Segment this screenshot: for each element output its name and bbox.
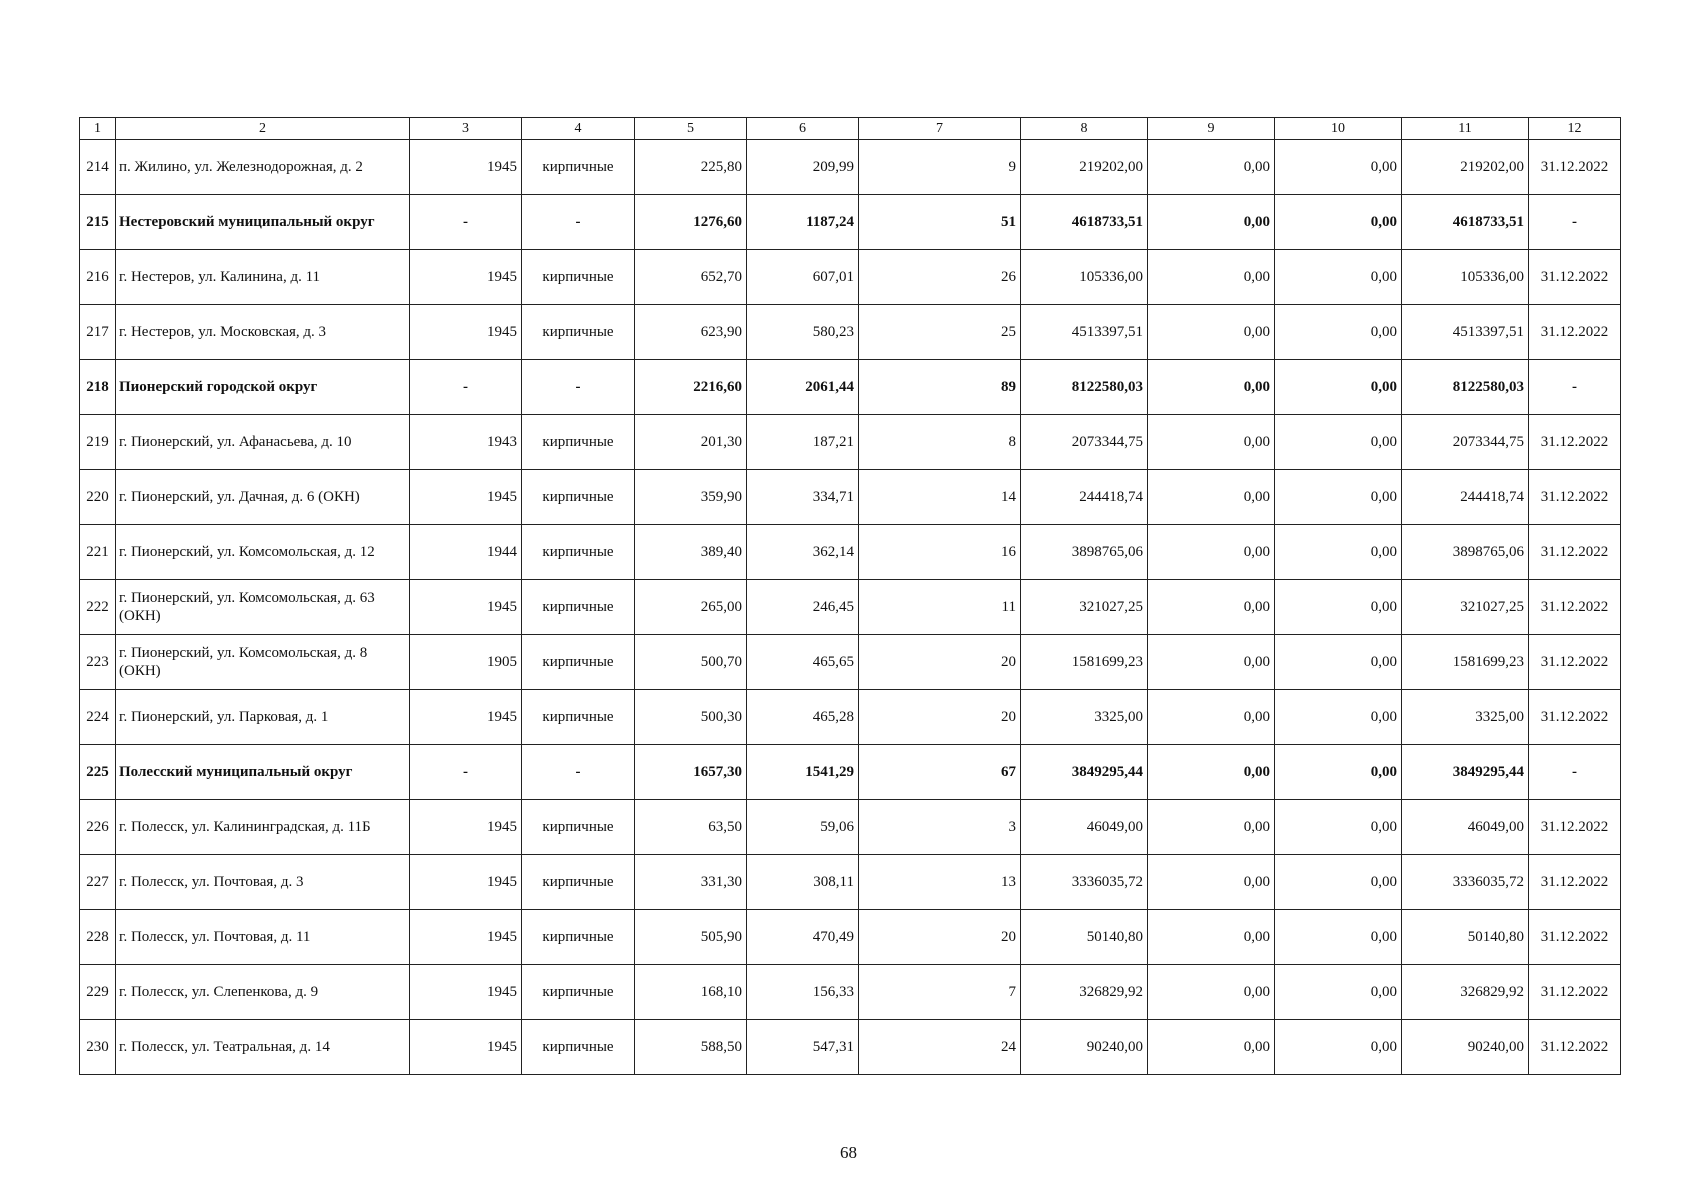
address-cell: г. Полесск, ул. Калининградская, д. 11Б (116, 800, 410, 855)
value-col11-cell: 8122580,03 (1402, 360, 1529, 415)
material-cell: кирпичные (522, 305, 635, 360)
value-col10-cell: 0,00 (1275, 910, 1402, 965)
row-number: 216 (80, 250, 116, 305)
value-col11-cell: 326829,92 (1402, 965, 1529, 1020)
value-col7-cell: 11 (859, 580, 1021, 635)
value-col9-cell: 0,00 (1148, 745, 1275, 800)
value-col5-cell: 225,80 (635, 140, 747, 195)
value-col7-cell: 14 (859, 470, 1021, 525)
deadline-cell: 31.12.2022 (1529, 800, 1621, 855)
row-number: 222 (80, 580, 116, 635)
material-cell: кирпичные (522, 140, 635, 195)
housing-table-container (79, 117, 1621, 1075)
deadline-cell: 31.12.2022 (1529, 690, 1621, 745)
table-row (80, 140, 1621, 195)
value-col8-cell: 50140,80 (1021, 910, 1148, 965)
deadline-cell: 31.12.2022 (1529, 415, 1621, 470)
address-cell: п. Жилино, ул. Железнодорожная, д. 2 (116, 140, 410, 195)
value-col10-cell: 0,00 (1275, 1020, 1402, 1075)
column-header-4: 4 (522, 118, 635, 140)
value-col5-cell: 500,30 (635, 690, 747, 745)
column-header-8: 8 (1021, 118, 1148, 140)
value-col7-cell: 20 (859, 910, 1021, 965)
value-col8-cell: 244418,74 (1021, 470, 1148, 525)
year-cell: 1943 (410, 415, 522, 470)
row-number: 214 (80, 140, 116, 195)
value-col5-cell: 505,90 (635, 910, 747, 965)
year-cell: 1945 (410, 250, 522, 305)
row-number: 227 (80, 855, 116, 910)
material-cell: кирпичные (522, 965, 635, 1020)
value-col5-cell: 265,00 (635, 580, 747, 635)
value-col8-cell: 1581699,23 (1021, 635, 1148, 690)
row-number: 220 (80, 470, 116, 525)
value-col10-cell: 0,00 (1275, 580, 1402, 635)
value-col6-cell: 1541,29 (747, 745, 859, 800)
table-row (80, 910, 1621, 965)
material-cell: - (522, 360, 635, 415)
deadline-cell: - (1529, 360, 1621, 415)
value-col5-cell: 2216,60 (635, 360, 747, 415)
year-cell: 1945 (410, 470, 522, 525)
value-col9-cell: 0,00 (1148, 525, 1275, 580)
column-header-5: 5 (635, 118, 747, 140)
table-group-row (80, 195, 1621, 250)
table-row (80, 305, 1621, 360)
material-cell: кирпичные (522, 690, 635, 745)
value-col6-cell: 607,01 (747, 250, 859, 305)
value-col11-cell: 1581699,23 (1402, 635, 1529, 690)
column-header-10: 10 (1275, 118, 1402, 140)
value-col8-cell: 219202,00 (1021, 140, 1148, 195)
value-col9-cell: 0,00 (1148, 855, 1275, 910)
value-col6-cell: 187,21 (747, 415, 859, 470)
value-col8-cell: 4513397,51 (1021, 305, 1148, 360)
value-col5-cell: 63,50 (635, 800, 747, 855)
value-col11-cell: 46049,00 (1402, 800, 1529, 855)
value-col10-cell: 0,00 (1275, 305, 1402, 360)
value-col11-cell: 4513397,51 (1402, 305, 1529, 360)
value-col10-cell: 0,00 (1275, 250, 1402, 305)
row-number: 218 (80, 360, 116, 415)
value-col6-cell: 156,33 (747, 965, 859, 1020)
value-col9-cell: 0,00 (1148, 800, 1275, 855)
row-number: 223 (80, 635, 116, 690)
value-col7-cell: 16 (859, 525, 1021, 580)
value-col10-cell: 0,00 (1275, 635, 1402, 690)
value-col6-cell: 59,06 (747, 800, 859, 855)
year-cell: - (410, 745, 522, 800)
value-col6-cell: 465,65 (747, 635, 859, 690)
address-cell: г. Пионерский, ул. Комсомольская, д. 8 (ОКН) (116, 635, 410, 690)
value-col9-cell: 0,00 (1148, 690, 1275, 745)
housing-table (79, 117, 1621, 1075)
value-col5-cell: 652,70 (635, 250, 747, 305)
value-col8-cell: 8122580,03 (1021, 360, 1148, 415)
value-col9-cell: 0,00 (1148, 580, 1275, 635)
deadline-cell: 31.12.2022 (1529, 250, 1621, 305)
address-cell: г. Полесск, ул. Слепенкова, д. 9 (116, 965, 410, 1020)
column-header-2: 2 (116, 118, 410, 140)
address-cell: Пионерский городской округ (116, 360, 410, 415)
value-col10-cell: 0,00 (1275, 470, 1402, 525)
value-col11-cell: 3849295,44 (1402, 745, 1529, 800)
material-cell: кирпичные (522, 800, 635, 855)
value-col10-cell: 0,00 (1275, 415, 1402, 470)
value-col7-cell: 89 (859, 360, 1021, 415)
table-row (80, 635, 1621, 690)
value-col6-cell: 308,11 (747, 855, 859, 910)
value-col8-cell: 326829,92 (1021, 965, 1148, 1020)
address-cell: г. Пионерский, ул. Комсомольская, д. 12 (116, 525, 410, 580)
row-number: 217 (80, 305, 116, 360)
value-col11-cell: 4618733,51 (1402, 195, 1529, 250)
year-cell: 1945 (410, 800, 522, 855)
deadline-cell: - (1529, 195, 1621, 250)
material-cell: кирпичные (522, 415, 635, 470)
value-col8-cell: 3325,00 (1021, 690, 1148, 745)
value-col5-cell: 588,50 (635, 1020, 747, 1075)
row-number: 225 (80, 745, 116, 800)
value-col6-cell: 362,14 (747, 525, 859, 580)
value-col10-cell: 0,00 (1275, 855, 1402, 910)
table-row (80, 1020, 1621, 1075)
material-cell: кирпичные (522, 635, 635, 690)
table-row (80, 580, 1621, 635)
table-row (80, 855, 1621, 910)
column-header-9: 9 (1148, 118, 1275, 140)
value-col11-cell: 219202,00 (1402, 140, 1529, 195)
column-header-6: 6 (747, 118, 859, 140)
material-cell: кирпичные (522, 855, 635, 910)
material-cell: - (522, 745, 635, 800)
value-col7-cell: 20 (859, 635, 1021, 690)
column-number-header-row (80, 118, 1621, 140)
value-col11-cell: 105336,00 (1402, 250, 1529, 305)
value-col11-cell: 3325,00 (1402, 690, 1529, 745)
value-col9-cell: 0,00 (1148, 1020, 1275, 1075)
table-row (80, 965, 1621, 1020)
value-col5-cell: 201,30 (635, 415, 747, 470)
row-number: 221 (80, 525, 116, 580)
year-cell: 1945 (410, 1020, 522, 1075)
value-col5-cell: 331,30 (635, 855, 747, 910)
value-col8-cell: 321027,25 (1021, 580, 1148, 635)
address-cell: Полесский муниципальный округ (116, 745, 410, 800)
value-col10-cell: 0,00 (1275, 525, 1402, 580)
value-col7-cell: 3 (859, 800, 1021, 855)
value-col9-cell: 0,00 (1148, 635, 1275, 690)
row-number: 215 (80, 195, 116, 250)
year-cell: 1945 (410, 910, 522, 965)
material-cell: кирпичные (522, 525, 635, 580)
address-cell: г. Пионерский, ул. Парковая, д. 1 (116, 690, 410, 745)
value-col9-cell: 0,00 (1148, 195, 1275, 250)
value-col7-cell: 13 (859, 855, 1021, 910)
row-number: 230 (80, 1020, 116, 1075)
address-cell: г. Пионерский, ул. Комсомольская, д. 63 (ОКН) (116, 580, 410, 635)
address-cell: г. Пионерский, ул. Афанасьева, д. 10 (116, 415, 410, 470)
address-cell: г. Нестеров, ул. Московская, д. 3 (116, 305, 410, 360)
row-number: 228 (80, 910, 116, 965)
value-col11-cell: 3336035,72 (1402, 855, 1529, 910)
table-row (80, 250, 1621, 305)
value-col6-cell: 334,71 (747, 470, 859, 525)
value-col8-cell: 3849295,44 (1021, 745, 1148, 800)
value-col8-cell: 3898765,06 (1021, 525, 1148, 580)
table-row (80, 800, 1621, 855)
value-col5-cell: 1276,60 (635, 195, 747, 250)
value-col5-cell: 168,10 (635, 965, 747, 1020)
value-col6-cell: 470,49 (747, 910, 859, 965)
column-header-12: 12 (1529, 118, 1621, 140)
deadline-cell: 31.12.2022 (1529, 305, 1621, 360)
value-col7-cell: 25 (859, 305, 1021, 360)
deadline-cell: 31.12.2022 (1529, 910, 1621, 965)
deadline-cell: 31.12.2022 (1529, 580, 1621, 635)
year-cell: 1944 (410, 525, 522, 580)
value-col6-cell: 246,45 (747, 580, 859, 635)
column-header-7: 7 (859, 118, 1021, 140)
column-header-11: 11 (1402, 118, 1529, 140)
address-cell: г. Нестеров, ул. Калинина, д. 11 (116, 250, 410, 305)
material-cell: кирпичные (522, 580, 635, 635)
material-cell: кирпичные (522, 250, 635, 305)
deadline-cell: 31.12.2022 (1529, 140, 1621, 195)
value-col5-cell: 623,90 (635, 305, 747, 360)
value-col6-cell: 465,28 (747, 690, 859, 745)
value-col11-cell: 3898765,06 (1402, 525, 1529, 580)
value-col7-cell: 7 (859, 965, 1021, 1020)
value-col9-cell: 0,00 (1148, 305, 1275, 360)
value-col11-cell: 50140,80 (1402, 910, 1529, 965)
material-cell: кирпичные (522, 1020, 635, 1075)
year-cell: - (410, 195, 522, 250)
year-cell: 1945 (410, 580, 522, 635)
year-cell: - (410, 360, 522, 415)
address-cell: г. Пионерский, ул. Дачная, д. 6 (ОКН) (116, 470, 410, 525)
value-col10-cell: 0,00 (1275, 360, 1402, 415)
row-number: 229 (80, 965, 116, 1020)
material-cell: - (522, 195, 635, 250)
value-col5-cell: 389,40 (635, 525, 747, 580)
year-cell: 1905 (410, 635, 522, 690)
year-cell: 1945 (410, 690, 522, 745)
column-header-1: 1 (80, 118, 116, 140)
deadline-cell: - (1529, 745, 1621, 800)
value-col9-cell: 0,00 (1148, 470, 1275, 525)
value-col10-cell: 0,00 (1275, 965, 1402, 1020)
page-number: 68 (840, 1143, 857, 1162)
value-col8-cell: 105336,00 (1021, 250, 1148, 305)
value-col6-cell: 580,23 (747, 305, 859, 360)
address-cell: г. Полесск, ул. Театральная, д. 14 (116, 1020, 410, 1075)
year-cell: 1945 (410, 140, 522, 195)
deadline-cell: 31.12.2022 (1529, 855, 1621, 910)
deadline-cell: 31.12.2022 (1529, 1020, 1621, 1075)
value-col7-cell: 9 (859, 140, 1021, 195)
year-cell: 1945 (410, 965, 522, 1020)
value-col9-cell: 0,00 (1148, 415, 1275, 470)
table-row (80, 470, 1621, 525)
table-group-row (80, 745, 1621, 800)
year-cell: 1945 (410, 305, 522, 360)
value-col6-cell: 209,99 (747, 140, 859, 195)
value-col6-cell: 547,31 (747, 1020, 859, 1075)
material-cell: кирпичные (522, 470, 635, 525)
material-cell: кирпичные (522, 910, 635, 965)
value-col5-cell: 1657,30 (635, 745, 747, 800)
table-row (80, 525, 1621, 580)
table-row (80, 690, 1621, 745)
value-col10-cell: 0,00 (1275, 140, 1402, 195)
value-col8-cell: 90240,00 (1021, 1020, 1148, 1075)
table-row (80, 415, 1621, 470)
address-cell: г. Полесск, ул. Почтовая, д. 3 (116, 855, 410, 910)
value-col9-cell: 0,00 (1148, 910, 1275, 965)
value-col11-cell: 244418,74 (1402, 470, 1529, 525)
value-col8-cell: 2073344,75 (1021, 415, 1148, 470)
value-col8-cell: 3336035,72 (1021, 855, 1148, 910)
row-number: 224 (80, 690, 116, 745)
address-cell: г. Полесск, ул. Почтовая, д. 11 (116, 910, 410, 965)
value-col9-cell: 0,00 (1148, 360, 1275, 415)
value-col10-cell: 0,00 (1275, 745, 1402, 800)
year-cell: 1945 (410, 855, 522, 910)
value-col9-cell: 0,00 (1148, 140, 1275, 195)
value-col10-cell: 0,00 (1275, 800, 1402, 855)
table-group-row (80, 360, 1621, 415)
value-col6-cell: 2061,44 (747, 360, 859, 415)
value-col7-cell: 24 (859, 1020, 1021, 1075)
value-col11-cell: 2073344,75 (1402, 415, 1529, 470)
row-number: 219 (80, 415, 116, 470)
value-col11-cell: 321027,25 (1402, 580, 1529, 635)
value-col7-cell: 20 (859, 690, 1021, 745)
value-col10-cell: 0,00 (1275, 195, 1402, 250)
value-col9-cell: 0,00 (1148, 965, 1275, 1020)
address-cell: Нестеровский муниципальный округ (116, 195, 410, 250)
value-col7-cell: 26 (859, 250, 1021, 305)
value-col11-cell: 90240,00 (1402, 1020, 1529, 1075)
value-col10-cell: 0,00 (1275, 690, 1402, 745)
value-col9-cell: 0,00 (1148, 250, 1275, 305)
value-col8-cell: 4618733,51 (1021, 195, 1148, 250)
value-col8-cell: 46049,00 (1021, 800, 1148, 855)
value-col5-cell: 500,70 (635, 635, 747, 690)
deadline-cell: 31.12.2022 (1529, 965, 1621, 1020)
value-col6-cell: 1187,24 (747, 195, 859, 250)
deadline-cell: 31.12.2022 (1529, 525, 1621, 580)
row-number: 226 (80, 800, 116, 855)
value-col7-cell: 67 (859, 745, 1021, 800)
deadline-cell: 31.12.2022 (1529, 470, 1621, 525)
value-col7-cell: 8 (859, 415, 1021, 470)
value-col5-cell: 359,90 (635, 470, 747, 525)
deadline-cell: 31.12.2022 (1529, 635, 1621, 690)
column-header-3: 3 (410, 118, 522, 140)
value-col7-cell: 51 (859, 195, 1021, 250)
